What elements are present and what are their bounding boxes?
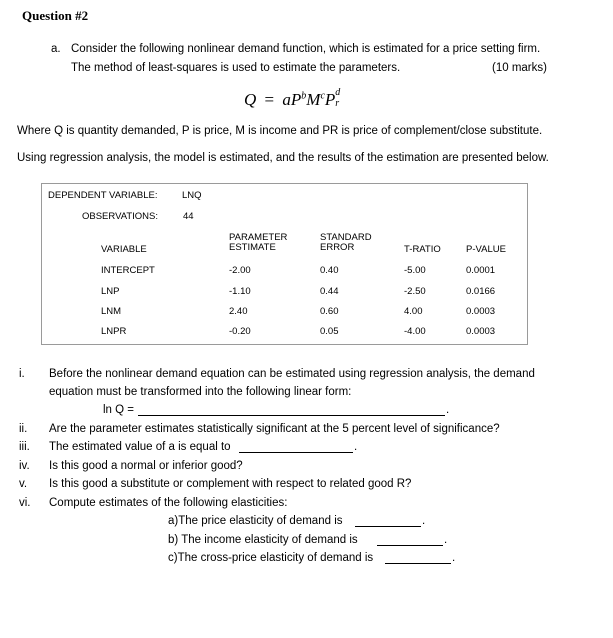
row-lnpr-variable: LNPR [101,326,127,337]
part-a-marks: (10 marks) [492,62,547,74]
question-title: Question #2 [22,8,89,23]
demand-formula [244,87,341,110]
regression-output-box [41,183,528,345]
question-i-line1: Before the nonlinear demand equation can be estimated using regression analysis, the demand [49,368,535,380]
question-ii-text: Are the parameter estimates statistically significant at the 5 percent level of significance? [49,423,500,435]
header-pvalue: P-VALUE [466,244,506,255]
row-lnm-estimate: 2.40 [229,306,248,317]
formula-lhs: Q [244,90,257,109]
question-i-line2: equation must be transformed into the following linear form: [49,386,352,398]
formula-m: M [306,90,321,109]
question-iii-period: . [354,441,358,453]
formula-c: c [320,90,325,102]
row-lnpr-estimate: -0.20 [229,326,251,337]
question-vi-c: c)The cross-price elasticity of demand is [168,552,374,564]
row-lnpr-se: 0.05 [320,326,339,337]
formula-b: b [301,90,307,102]
header-variable: VARIABLE [101,244,147,255]
formula-pr: P [324,90,336,109]
answer-line-vi-b [377,545,443,546]
dep-var-label: DEPENDENT VARIABLE: [48,190,158,201]
formula-r: r [335,98,340,109]
row-lnp-estimate: -1.10 [229,286,251,297]
formula-a: a [282,90,291,109]
row-lnm-p: 0.0003 [466,306,496,317]
formula-d: d [335,87,341,98]
part-a-line1: Consider the following nonlinear demand function, which is estimated for a price setting firm. [71,43,541,55]
question-iii-text: The estimated value of a is equal to [49,441,231,453]
answer-line-i [138,415,445,416]
obs-label: OBSERVATIONS: [82,211,159,222]
obs-value: 44 [183,211,194,222]
question-vi-b-period: . [444,534,448,546]
answer-line-vi-a [355,526,421,527]
part-a-line2: The method of least-squares is used to estimate the parameters. [71,62,401,74]
row-intercept-variable: INTERCEPT [101,265,155,276]
row-lnp-p: 0.0166 [466,286,496,297]
header-param-2: ESTIMATE [229,242,276,253]
question-i-period: . [446,404,450,416]
question-ii-number: ii. [19,423,28,435]
question-iii-number: iii. [19,441,30,453]
question-vi-b: b) The income elasticity of demand is [168,534,358,546]
question-v-number: v. [19,478,28,490]
row-intercept-t: -5.00 [404,265,426,276]
row-intercept-estimate: -2.00 [229,265,251,276]
formula-p: P [290,90,302,109]
header-se-2: ERROR [320,242,355,253]
estimation-intro: Using regression analysis, the model is estimated, and the results of the estimation are presented below. [17,152,549,164]
question-vi-a: a)The price elasticity of demand is [168,515,343,527]
dep-var-value: LNQ [182,190,202,201]
row-lnm-t: 4.00 [404,306,423,317]
row-lnpr-t: -4.00 [404,326,426,337]
answer-line-vi-c [385,563,451,564]
question-iv-text: Is this good a normal or inferior good? [49,460,243,472]
header-param-1: PARAMETER [229,232,288,243]
part-a-marker: a. [51,43,61,55]
row-lnm-variable: LNM [101,306,122,317]
question-vi-a-period: . [422,515,426,527]
row-lnp-variable: LNP [101,286,120,297]
answer-line-iii [239,452,353,453]
header-tratio: T-RATIO [404,244,441,255]
question-i-lnq: ln Q = [103,404,135,416]
row-intercept-p: 0.0001 [466,265,496,276]
row-lnm-se: 0.60 [320,306,339,317]
row-lnpr-p: 0.0003 [466,326,496,337]
question-vi-text: Compute estimates of the following elasticities: [49,497,288,509]
question-iv-number: iv. [19,460,30,472]
header-se-1: STANDARD [320,232,372,243]
question-vi-c-period: . [452,552,456,564]
variable-definitions: Where Q is quantity demanded, P is price, M is income and PR is price of complement/close substitute. [17,125,543,137]
question-vi-number: vi. [19,497,31,509]
row-intercept-se: 0.40 [320,265,339,276]
formula-equals: = [264,90,275,109]
question-i-number: i. [19,368,25,380]
row-lnp-t: -2.50 [404,286,426,297]
row-lnp-se: 0.44 [320,286,339,297]
question-v-text: Is this good a substitute or complement with respect to related good R? [49,478,412,490]
